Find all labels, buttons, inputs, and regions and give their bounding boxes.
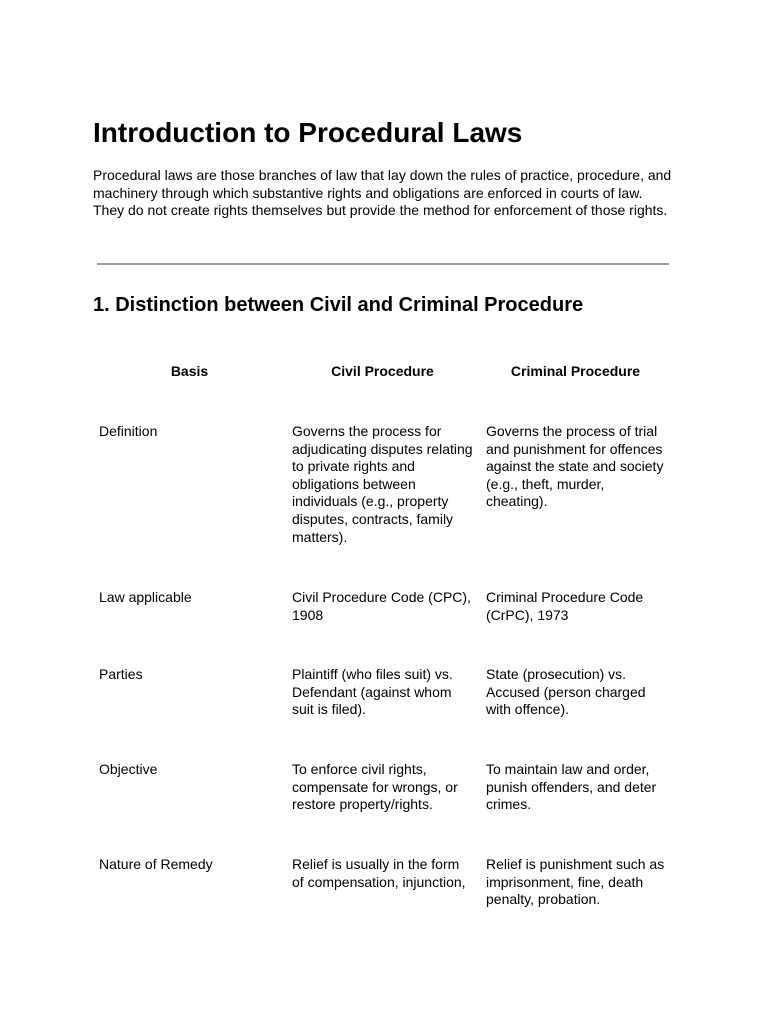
cell-criminal: State (prosecution) vs. Accused (person charged with offence). bbox=[486, 666, 646, 718]
cell-basis: Definition bbox=[99, 423, 158, 439]
intro-paragraph: Procedural laws are those branches of law that lay down the rules of practice, procedure, and machinery through which substantive rights and obligations are enforced in courts of law. They do not create rights themselves but provide the method for enforcement of those rights. bbox=[93, 167, 672, 219]
cell-criminal: Governs the process of trial and punishment for offences against the state and society (e.g., theft, murder, cheating). bbox=[486, 423, 664, 510]
cell-basis: Law applicable bbox=[99, 589, 192, 605]
cell-criminal: Relief is punishment such as imprisonment, fine, death penalty, probation. bbox=[486, 856, 665, 908]
column-header-criminal: Criminal Procedure bbox=[510, 363, 641, 379]
cell-civil: Relief is usually in the form of compensation, injunction, bbox=[292, 856, 466, 890]
cell-basis: Nature of Remedy bbox=[99, 856, 213, 872]
section-heading: 1. Distinction between Civil and Criminal Procedure bbox=[93, 294, 584, 316]
cell-basis: Parties bbox=[99, 666, 143, 682]
cell-civil: Plaintiff (who files suit) vs. Defendant (against whom suit is filed). bbox=[292, 666, 453, 718]
cell-criminal: Criminal Procedure Code (CrPC), 1973 bbox=[486, 589, 644, 623]
document-title: Introduction to Procedural Laws bbox=[93, 117, 523, 148]
horizontal-divider bbox=[97, 263, 669, 265]
cell-civil: To enforce civil rights, compensate for wrongs, or restore property/rights. bbox=[292, 761, 458, 813]
cell-criminal: To maintain law and order, punish offenders, and deter crimes. bbox=[486, 761, 657, 813]
column-header-civil: Civil Procedure bbox=[331, 363, 434, 379]
column-header-basis: Basis bbox=[170, 363, 209, 379]
cell-civil: Civil Procedure Code (CPC), 1908 bbox=[292, 589, 471, 623]
cell-basis: Objective bbox=[99, 761, 158, 777]
cell-civil: Governs the process for adjudicating disputes relating to private rights and obligations between individuals (e.g., property disputes, contracts, family matters). bbox=[292, 423, 473, 545]
